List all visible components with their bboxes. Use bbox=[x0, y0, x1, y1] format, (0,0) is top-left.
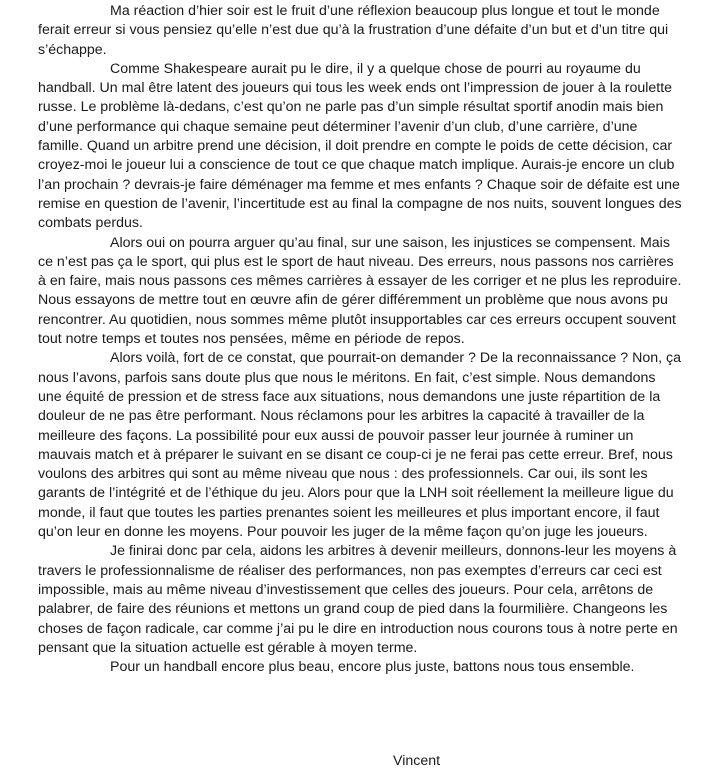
signature-name: Vincent bbox=[393, 753, 441, 769]
paragraph-intro: Ma réaction d’hier soir est le fruit d’une réflexion beaucoup plus longue et tout le monde ferait erreur si vous pensiez qu’elle n’est due qu’à la frustration d’une défaite d’un but et d’un titre qui s’échappe. bbox=[38, 3, 669, 58]
paragraph-injustices: Alors oui on pourra arguer qu’au final, sur une saison, les injustices se compensent. Mais ce n’est pas ça le sport, qui plus est le sport de haut niveau. Des erreurs, nous passons nos carrières à en faire, mais nous passons ces mêmes carrières à essayer de les corriger et ne plus les reproduire. Nous essayons de mettre tout en œuvre afin de gérer différemment un problème que nous avons pu rencontrer. Au quotidien, nous sommes même plutôt insupportables car ces erreurs occupent souvent tout notre temps et toutes nos pensées, même en période de repos. bbox=[38, 234, 682, 348]
document-body bbox=[38, 0, 683, 677]
paragraph-shakespeare: Comme Shakespeare aurait pu le dire, il y a quelque chose de pourri au royaume du handball. Un mal être latent des joueurs qui tous les week ends ont l’impression de jouer à la roulette russe. Le problème là-dedans, c’est qu’on ne parle pas d’un simple résultat sportif anodin mais bien d’une performance qui chaque semaine peut déterminer l’avenir d’un club, d’une carrière, d’une famille. Quand un arbitre prend une décision, il doit prendre en compte le poids de cette décision, car croyez-moi le joueur lui a conscience de tout ce que chaque match implique. Aurais-je encore un club l’an prochain ? devrais-je faire déménager ma femme et mes enfants ? Chaque soir de défaite est une remise en question de l’avenir, l’incertitude est au final la compagne de nos nuits, souvent longues des combats perdus. bbox=[38, 60, 682, 232]
paragraph-closing-line: Pour un handball encore plus beau, encore plus juste, battons nous tous ensemble. bbox=[110, 659, 635, 676]
paragraph-conclusion: Je finirai donc par cela, aidons les arbitres à devenir meilleurs, donnons-leur les moyens à travers le professionnalisme de réaliser des performances, non pas exemptes d’erreurs car ceci est impossible, mais au même niveau d’investissement que celles des joueurs. Pour cela, arrêtons de palabrer, de faire des réunions et mettons un grand coup de pied dans la fourmilière. Changeons les choses de façon radicale, car comme j’ai pu le dire en introduction nous courons tous à notre perte en pensant que la situation actuelle est gérable à moyen terme. bbox=[38, 543, 678, 656]
paragraph-demands: Alors voilà, fort de ce constat, que pourrait-on demander ? De la reconnaissance ? Non, ça nous l’avons, parfois sans doute plus que nous le méritons. En fait, c’est simple. Nous demandons une équité de pression et de stress face aux situations, nous demandons une juste répartition de la douleur de ne pas être performant. Nous réclamons pour les arbitres la capacité à travailler de la meilleure des façons. La possibilité pour eux aussi de pouvoir passer leur journée à ruminer un mauvais match et à préparer le suivant en se disant ce coup-ci je ne ferai pas cette erreur. Bref, nous voulons des arbitres qui sont au même niveau que nous : des professionnels. Car oui, ils sont les garants de l’intégrité et de l’éthique du jeu. Alors pour que la LNH soit réellement la meilleure ligue du monde, il faut que toutes les parties prenantes soient les meilleures et plus important encore, il faut qu’on leur en donne les moyens. Pour pouvoir les juger de la même façon qu’on juge les joueurs. bbox=[38, 350, 681, 541]
